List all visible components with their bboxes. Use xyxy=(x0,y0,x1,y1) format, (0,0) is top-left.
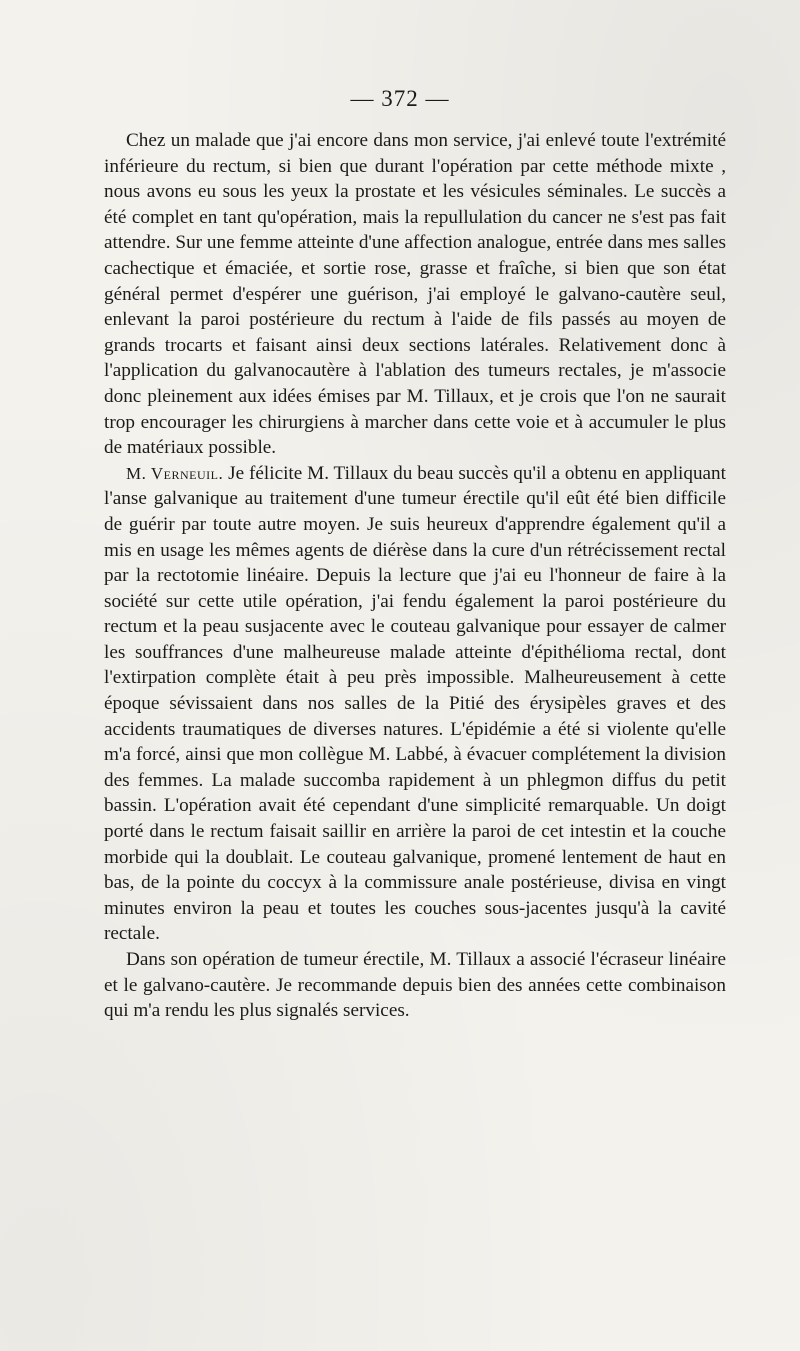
speaker-name: M. Verneuil. xyxy=(126,463,224,483)
paragraph-3 xyxy=(104,947,726,1024)
paragraph-2 xyxy=(104,461,726,947)
paragraph-1 xyxy=(104,128,726,461)
paragraph-2-text: Je félicite M. Tillaux du beau succès qu'il a obtenu en appliquant l'anse galvanique au traitement d'une tumeur érectile qu'il eût été bien difficile de guérir par toute autre moyen. Je suis heureux d'apprendre également qu'il a mis en usage les mêmes agents de diérèse dans la cure d'un rétrécissement rectal par la rectotomie linéaire. Depuis la lecture que j'ai eu l'honneur de faire à la société sur cette utile opération, j'ai fendu également la paroi postérieure du rectum et la peau susjacente avec le couteau galvanique pour essayer de calmer les souffrances d'une malheureuse malade atteinte d'épithélioma rectal, dont l'extirpation complète était à peu près impossible. Malheureusement à cette époque sévissaient dans nos salles de la Pitié des érysipèles graves et des accidents traumatiques de diverses natures. L'épidémie a été si violente qu'elle m'a forcé, ainsi que mon collègue M. Labbé, à évacuer complétement la division des femmes. La malade succomba rapidement à un phlegmon diffus du petit bassin. L'opération avait été cependant d'une simplicité remarquable. Un doigt porté dans le rectum faisait saillir en arrière la paroi de cet intestin et la couche morbide qui la doublait. Le couteau galvanique, promené lentement de haut en bas, de la pointe du coccyx à la commissure anale postérieuse, divisa en vingt minutes environ la peau et toutes les couches sous-jacentes jusqu'à la cavité rectale. xyxy=(104,462,726,945)
page-number: — 372 — xyxy=(350,86,450,111)
body-text xyxy=(104,128,726,1024)
paragraph-3-text: Dans son opération de tumeur érectile, M. Tillaux a associé l'écraseur linéaire et le galvano-cautère. Je recommande depuis bien des années cette combinaison qui m'a rendu les plus signalés services. xyxy=(104,949,726,1022)
paragraph-1-text: Chez un malade que j'ai encore dans mon service, j'ai enlevé toute l'extrémité inférieure du rectum, si bien que durant l'opération par cette méthode mixte , nous avons eu sous les yeux la prostate et les vésicules séminales. Le succès a été complet en tant qu'opération, mais la repullulation du cancer ne s'est pas fait attendre. Sur une femme atteinte d'une affection analogue, entrée dans mes salles cachectique et émaciée, et sortie rose, grasse et fraîche, si bien que son état général permet d'espérer une guérison, j'ai employé le galvano-cautère seul, enlevant la paroi postérieure du rectum à l'aide de fils passés au moyen de grands trocarts et faisant ainsi deux sections latérales. Relativement donc à l'application du galvanocautère à l'ablation des tumeurs rectales, je m'associe donc pleinement aux idées émises par M. Tillaux, et je crois que l'on ne saurait trop encourager les chirurgiens à marcher dans cette voie et à accumuler le plus de matériaux possible. xyxy=(104,130,726,459)
